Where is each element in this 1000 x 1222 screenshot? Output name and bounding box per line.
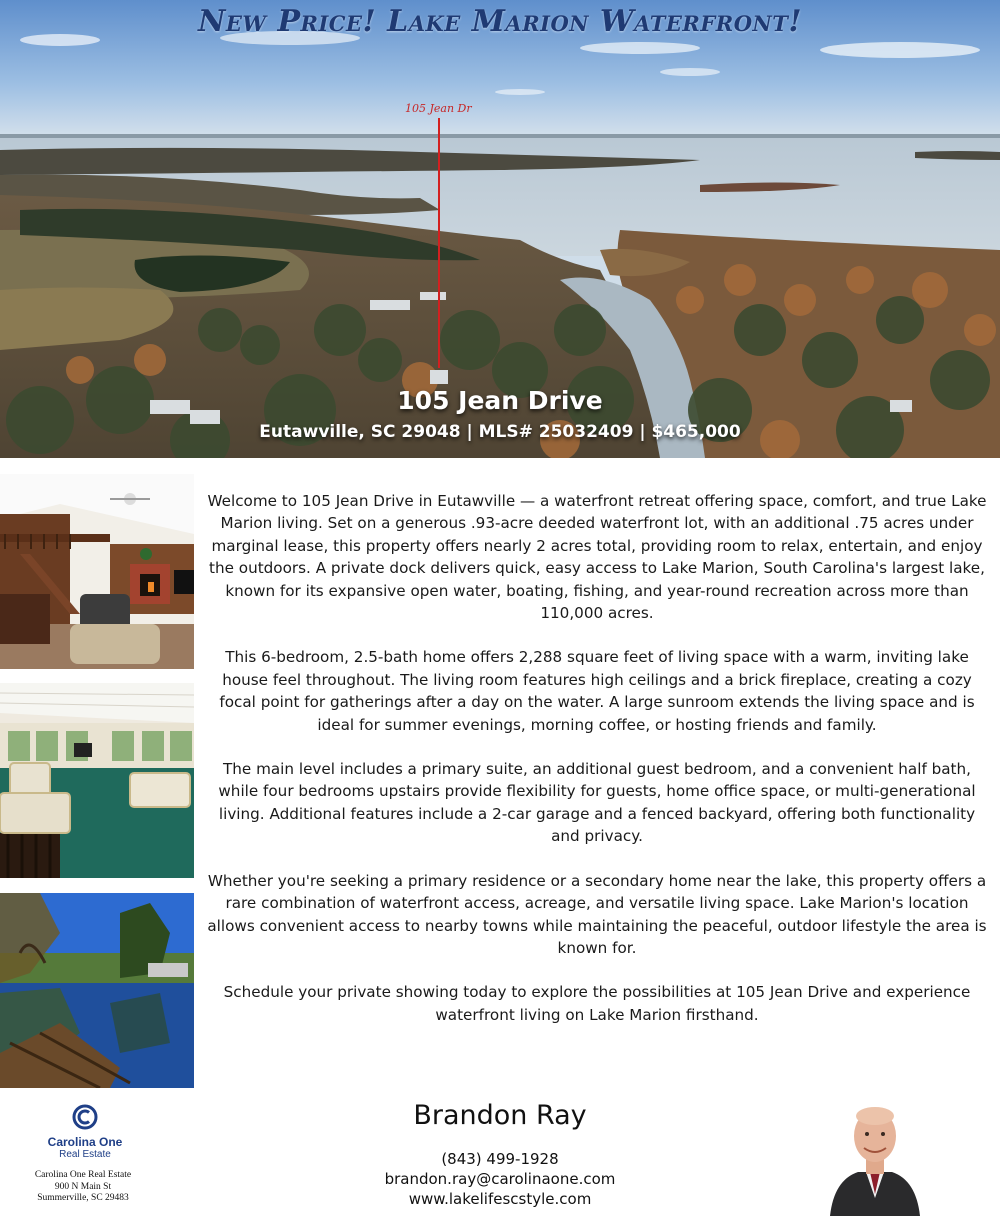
property-address: 105 Jean Drive	[397, 386, 603, 415]
description-paragraph-home: This 6-bedroom, 2.5-bath home offers 2,288 square feet of living space with a warm, inviting lake house feel throughout. The living room features high ceilings and a brick fireplace, creating a cozy focal point for gatherings after a day on the water. A large sunroom extends the living space and is ideal for summer evenings, morning coffee, or hosting friends and family.	[219, 648, 975, 734]
pin-label: 105 Jean Dr	[405, 102, 472, 115]
agent-email[interactable]: brandon.ray@carolinaone.com	[384, 1170, 616, 1188]
description-paragraph-main-level: The main level includes a primary suite, an additional guest bedroom, and a convenient half bath, while four bedrooms upstairs provide flexibility for guests, home office space, or multi-generational living. Additional features include a 2-car garage and a fenced backyard, offering both functionality and privacy.	[218, 760, 976, 846]
agent-name: Brandon Ray	[413, 1100, 587, 1131]
office-address	[18, 1170, 148, 1205]
hero-aerial-photo	[0, 0, 1000, 458]
office-name: Carolina One Real Estate	[34, 1170, 132, 1180]
office-city: Summerville, SC 29483	[37, 1193, 129, 1203]
agent-contact	[300, 1100, 700, 1209]
property-subline: Eutawville, SC 29048 | MLS# 25032409 | $465,000	[259, 422, 741, 442]
location-pin-line	[438, 118, 440, 368]
office-street: 900 N Main St	[54, 1181, 112, 1192]
sunroom-photo	[0, 683, 194, 878]
agent-headshot	[828, 1098, 922, 1216]
brokerage-logo	[30, 1104, 140, 1160]
headline: New Price! Lake Marion Waterfront!	[198, 4, 802, 39]
agent-phone[interactable]: (843) 499-1928	[441, 1150, 559, 1168]
description-paragraph-welcome: Welcome to 105 Jean Drive in Eutawville — a waterfront retreat offering space, comfort, and true Lake Marion living. Set on a generous .93-acre deeded waterfront lot, with an additional .75 acres under marginal lease, this property offers nearly 2 acres total, providing room to relax, entertain, and enjoy the outdoors. A private dock delivers quick, easy access to Lake Marion, South Carolina's largest lake, known for its expansive open water, boating, fishing, and year-round recreation across more than 110,000 acres.	[207, 492, 987, 623]
living-room-photo	[0, 474, 194, 669]
agent-website[interactable]: www.lakelifescstyle.com	[408, 1190, 592, 1208]
carolina-one-logo-icon	[72, 1104, 98, 1130]
description-paragraph-cta: Schedule your private showing today to explore the possibilities at 105 Jean Drive and experience waterfront living on Lake Marion firsthand.	[223, 983, 971, 1024]
brokerage-name: Carolina One	[47, 1135, 123, 1149]
description-paragraph-location: Whether you're seeking a primary residence or a secondary home near the lake, this property offers a rare combination of waterfront access, acreage, and versatile living space. Lake Marion's location allows convenient access to nearby towns while maintaining the peaceful, outdoor lifestyle the area is known for.	[207, 871, 987, 957]
lake-dock-photo	[0, 893, 194, 1088]
property-description	[206, 490, 988, 1048]
brokerage-tagline: Real Estate	[59, 1149, 111, 1160]
